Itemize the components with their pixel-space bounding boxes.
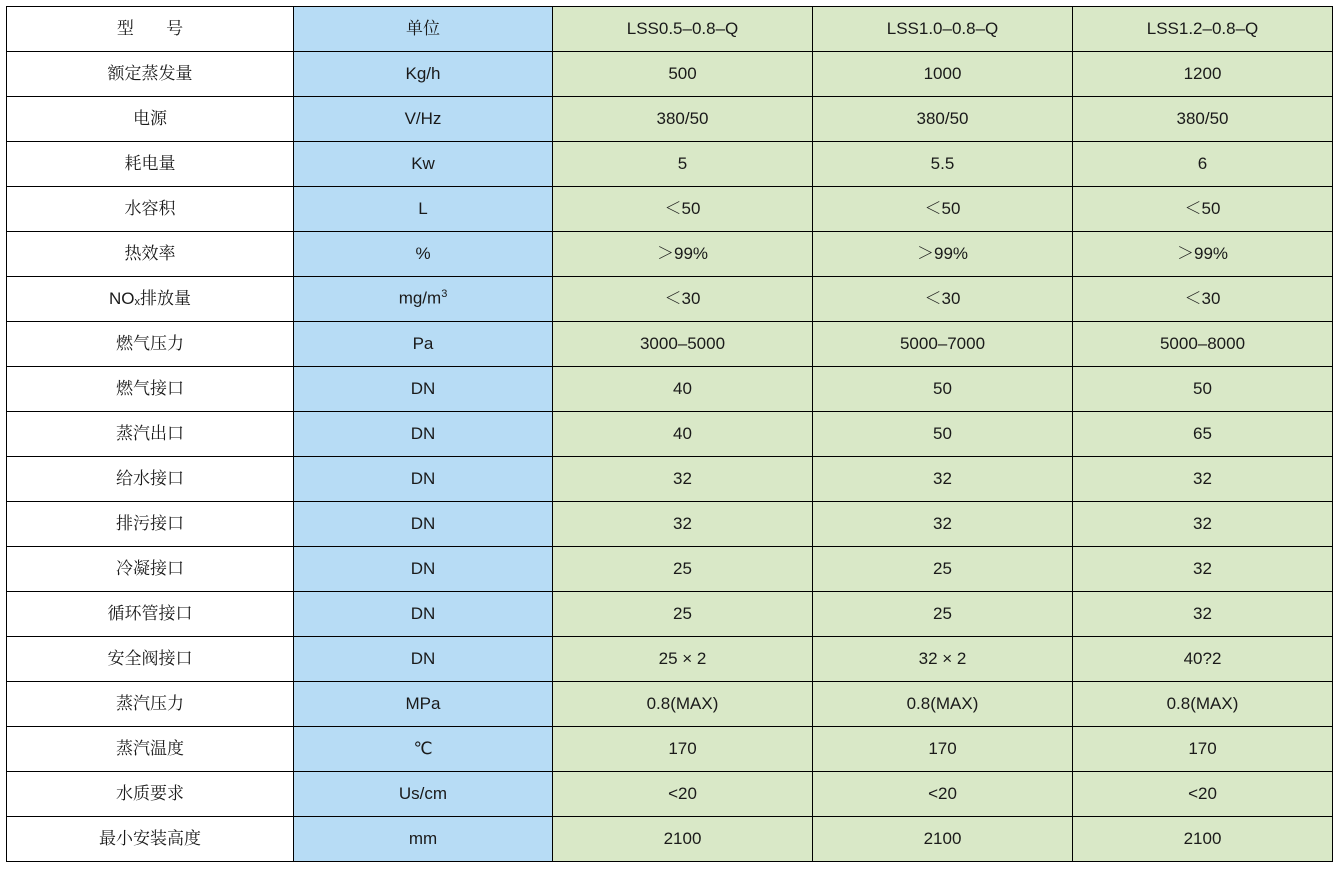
cell-value-model-2: 380/50 [813, 97, 1073, 142]
cell-parameter-name: 蒸汽温度 [7, 727, 294, 772]
cell-value-model-2: ＜50 [813, 187, 1073, 232]
cell-value-model-2: ＞99% [813, 232, 1073, 277]
table-row [7, 817, 1333, 862]
table-body [7, 7, 1333, 862]
cell-parameter-name: 排污接口 [7, 502, 294, 547]
cell-value-model-1: 25 [553, 547, 813, 592]
cell-value-model-3: ＜30 [1073, 277, 1333, 322]
table-row [7, 142, 1333, 187]
table-row [7, 772, 1333, 817]
cell-value-model-3: 32 [1073, 547, 1333, 592]
cell-value-model-2: 5.5 [813, 142, 1073, 187]
cell-unit: DN [294, 637, 553, 682]
cell-parameter-name: 循环管接口 [7, 592, 294, 637]
cell-value-model-2: <20 [813, 772, 1073, 817]
cell-value-model-1: ＜30 [553, 277, 813, 322]
table-row [7, 322, 1333, 367]
column-header-parameter: 型 号 [7, 7, 294, 52]
cell-value-model-3: ＞99% [1073, 232, 1333, 277]
cell-unit: DN [294, 412, 553, 457]
table-row [7, 52, 1333, 97]
cell-value-model-2: 32 [813, 502, 1073, 547]
cell-value-model-1: 2100 [553, 817, 813, 862]
cell-value-model-1: ＜50 [553, 187, 813, 232]
cell-value-model-1: 25 [553, 592, 813, 637]
table-header-row [7, 7, 1333, 52]
cell-parameter-name: 燃气接口 [7, 367, 294, 412]
cell-parameter-name: 最小安装高度 [7, 817, 294, 862]
table-row [7, 97, 1333, 142]
cell-unit: % [294, 232, 553, 277]
cell-value-model-3: 50 [1073, 367, 1333, 412]
cell-parameter-name: 水容积 [7, 187, 294, 232]
cell-value-model-2: 25 [813, 547, 1073, 592]
table-row [7, 502, 1333, 547]
cell-value-model-3: 2100 [1073, 817, 1333, 862]
cell-parameter-name: 给水接口 [7, 457, 294, 502]
cell-value-model-3: 32 [1073, 457, 1333, 502]
cell-value-model-3: 170 [1073, 727, 1333, 772]
cell-parameter-name: 蒸汽出口 [7, 412, 294, 457]
table-row [7, 547, 1333, 592]
cell-unit: DN [294, 457, 553, 502]
cell-value-model-2: 32 × 2 [813, 637, 1073, 682]
cell-value-model-3: 1200 [1073, 52, 1333, 97]
table-row [7, 727, 1333, 772]
cell-unit: MPa [294, 682, 553, 727]
cell-unit: Kw [294, 142, 553, 187]
cell-value-model-1: 32 [553, 457, 813, 502]
table-row [7, 367, 1333, 412]
cell-unit: $mg/m^3$ [294, 277, 553, 322]
cell-value-model-2: 50 [813, 367, 1073, 412]
table-row [7, 187, 1333, 232]
table-row [7, 412, 1333, 457]
cell-value-model-1: 25 × 2 [553, 637, 813, 682]
table-row [7, 637, 1333, 682]
cell-value-model-1: 32 [553, 502, 813, 547]
cell-parameter-name: 冷凝接口 [7, 547, 294, 592]
column-header-model-1: LSS0.5–0.8–Q [553, 7, 813, 52]
cell-value-model-3: <20 [1073, 772, 1333, 817]
cell-value-model-1: 5 [553, 142, 813, 187]
cell-unit: DN [294, 367, 553, 412]
cell-unit: L [294, 187, 553, 232]
specification-table [6, 6, 1333, 862]
cell-parameter-name: 热效率 [7, 232, 294, 277]
cell-value-model-3: 0.8(MAX) [1073, 682, 1333, 727]
cell-value-model-1: 500 [553, 52, 813, 97]
table-row [7, 277, 1333, 322]
cell-value-model-2: 170 [813, 727, 1073, 772]
cell-parameter-name: 耗电量 [7, 142, 294, 187]
cell-unit: DN [294, 547, 553, 592]
cell-unit: Pa [294, 322, 553, 367]
cell-unit: DN [294, 502, 553, 547]
cell-parameter-name: 安全阀接口 [7, 637, 294, 682]
cell-parameter-name: 额定蒸发量 [7, 52, 294, 97]
cell-parameter-name: 蒸汽压力 [7, 682, 294, 727]
cell-unit: DN [294, 592, 553, 637]
cell-unit: Kg/h [294, 52, 553, 97]
cell-value-model-3: 6 [1073, 142, 1333, 187]
cell-value-model-1: 3000–5000 [553, 322, 813, 367]
column-header-unit: 单位 [294, 7, 553, 52]
column-header-model-3: LSS1.2–0.8–Q [1073, 7, 1333, 52]
cell-value-model-2: 2100 [813, 817, 1073, 862]
cell-value-model-1: 40 [553, 367, 813, 412]
cell-value-model-2: 32 [813, 457, 1073, 502]
cell-parameter-name: NOx排放量 [7, 277, 294, 322]
cell-value-model-2: 5000–7000 [813, 322, 1073, 367]
cell-value-model-2: 50 [813, 412, 1073, 457]
cell-value-model-1: 40 [553, 412, 813, 457]
cell-value-model-3: 32 [1073, 502, 1333, 547]
cell-unit: Us/cm [294, 772, 553, 817]
cell-value-model-1: 380/50 [553, 97, 813, 142]
cell-value-model-3: 32 [1073, 592, 1333, 637]
cell-value-model-2: ＜30 [813, 277, 1073, 322]
cell-value-model-2: 25 [813, 592, 1073, 637]
cell-value-model-1: <20 [553, 772, 813, 817]
cell-unit: V/Hz [294, 97, 553, 142]
cell-value-model-2: 1000 [813, 52, 1073, 97]
column-header-model-2: LSS1.0–0.8–Q [813, 7, 1073, 52]
cell-value-model-1: 0.8(MAX) [553, 682, 813, 727]
cell-value-model-2: 0.8(MAX) [813, 682, 1073, 727]
cell-value-model-3: 65 [1073, 412, 1333, 457]
cell-unit: ℃ [294, 727, 553, 772]
cell-parameter-name: 水质要求 [7, 772, 294, 817]
cell-parameter-name: 电源 [7, 97, 294, 142]
cell-value-model-3: 5000–8000 [1073, 322, 1333, 367]
cell-value-model-1: ＞99% [553, 232, 813, 277]
table-row [7, 682, 1333, 727]
cell-value-model-1: 170 [553, 727, 813, 772]
table-row [7, 457, 1333, 502]
table-row [7, 232, 1333, 277]
cell-value-model-3: 40?2 [1073, 637, 1333, 682]
cell-value-model-3: ＜50 [1073, 187, 1333, 232]
cell-parameter-name: 燃气压力 [7, 322, 294, 367]
cell-value-model-3: 380/50 [1073, 97, 1333, 142]
cell-unit: mm [294, 817, 553, 862]
table-row [7, 592, 1333, 637]
